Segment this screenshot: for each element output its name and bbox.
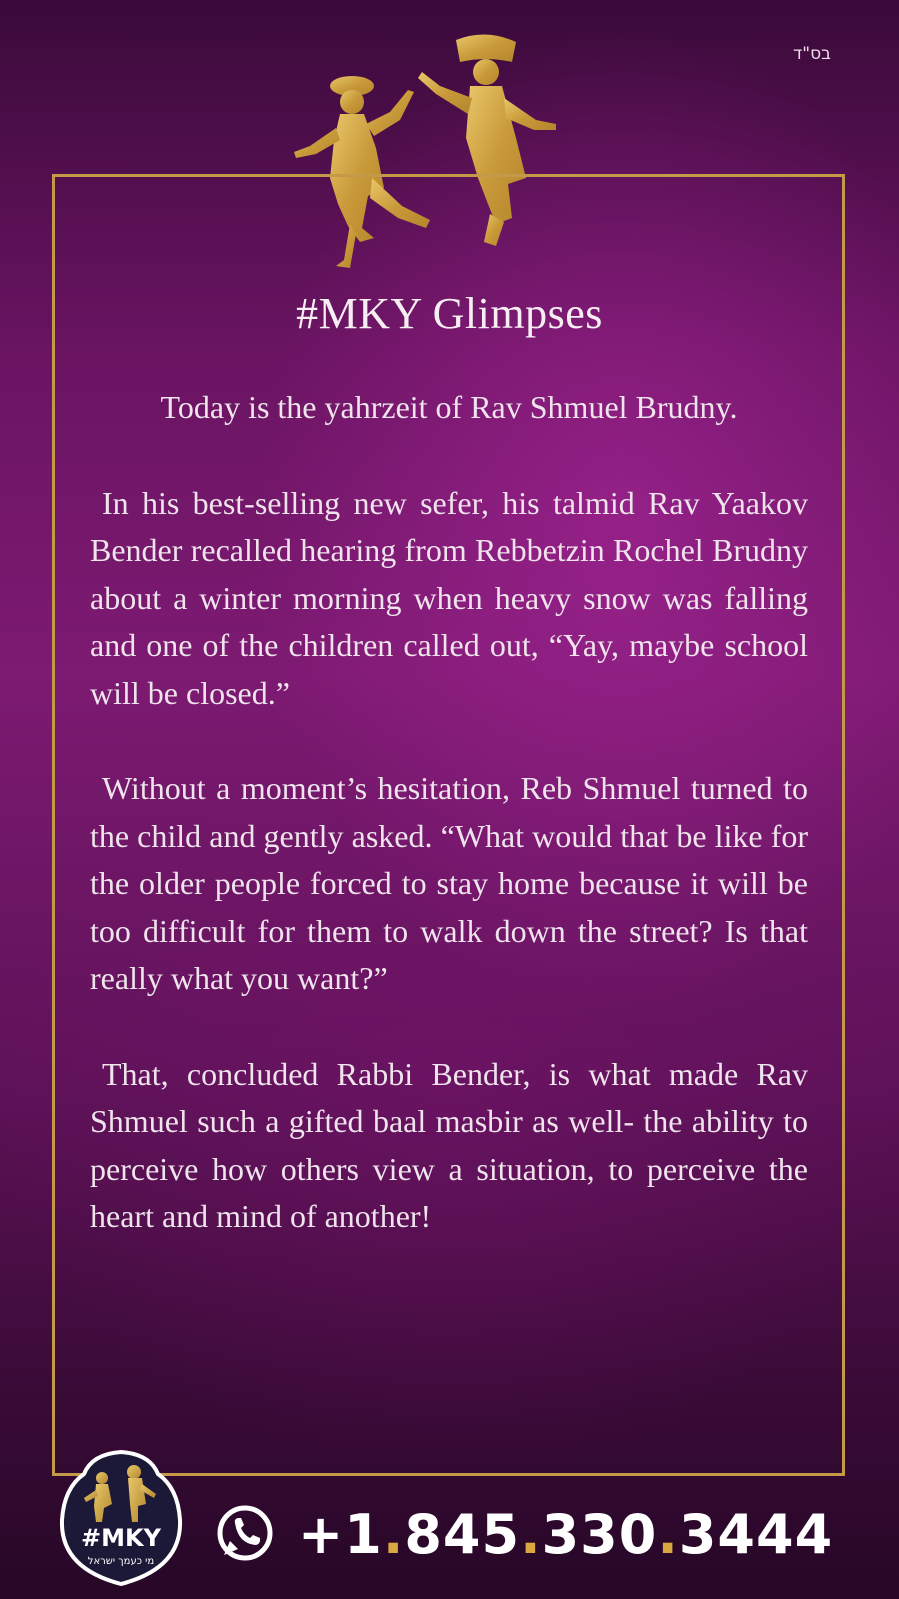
bsd-mark: בס"ד — [793, 44, 831, 64]
phone-separator: . — [520, 1502, 542, 1566]
page-title: #MKY Glimpses — [296, 289, 603, 338]
paragraph-conclusion: That, concluded Rabbi Bender, is what made Rav Shmuel such a gifted baal masbir as well- the ability to perceive how others view a situation, to perceive the heart and mind of another! — [90, 1055, 808, 1234]
paragraph-intro: Today is the yahrzeit of Rav Shmuel Brudny. — [160, 389, 738, 425]
phone-number[interactable] — [298, 1503, 833, 1566]
logo-subtext: מי כעמך ישראל — [87, 1556, 155, 1567]
whatsapp-icon — [214, 1503, 276, 1565]
phone-separator: . — [382, 1502, 405, 1566]
phone-separator: . — [657, 1502, 679, 1566]
contact-row — [214, 1494, 833, 1574]
mky-logo — [58, 1448, 184, 1588]
phone-part-area: 845 — [404, 1502, 521, 1566]
phone-part-line: 3444 — [678, 1502, 834, 1566]
story-body — [90, 384, 808, 1289]
paragraph-response: Without a moment’s hesitation, Reb Shmuel turned to the child and gently asked. “What would that be like for the older people forced to stay home because it will be too difficult for them to walk down the street? Is that really what you want?” — [90, 770, 808, 996]
phone-part-country: +1 — [298, 1502, 383, 1566]
paragraph-story: In his best-selling new sefer, his talmid Rav Yaakov Bender recalled hearing from Rebbetzin Rochel Brudny about a winter morning when heavy snow was falling and one of the children called out, “Yay, maybe school will be closed.” — [90, 484, 808, 711]
phone-part-prefix: 330 — [541, 1502, 658, 1566]
logo-text: #MKY — [81, 1524, 161, 1552]
